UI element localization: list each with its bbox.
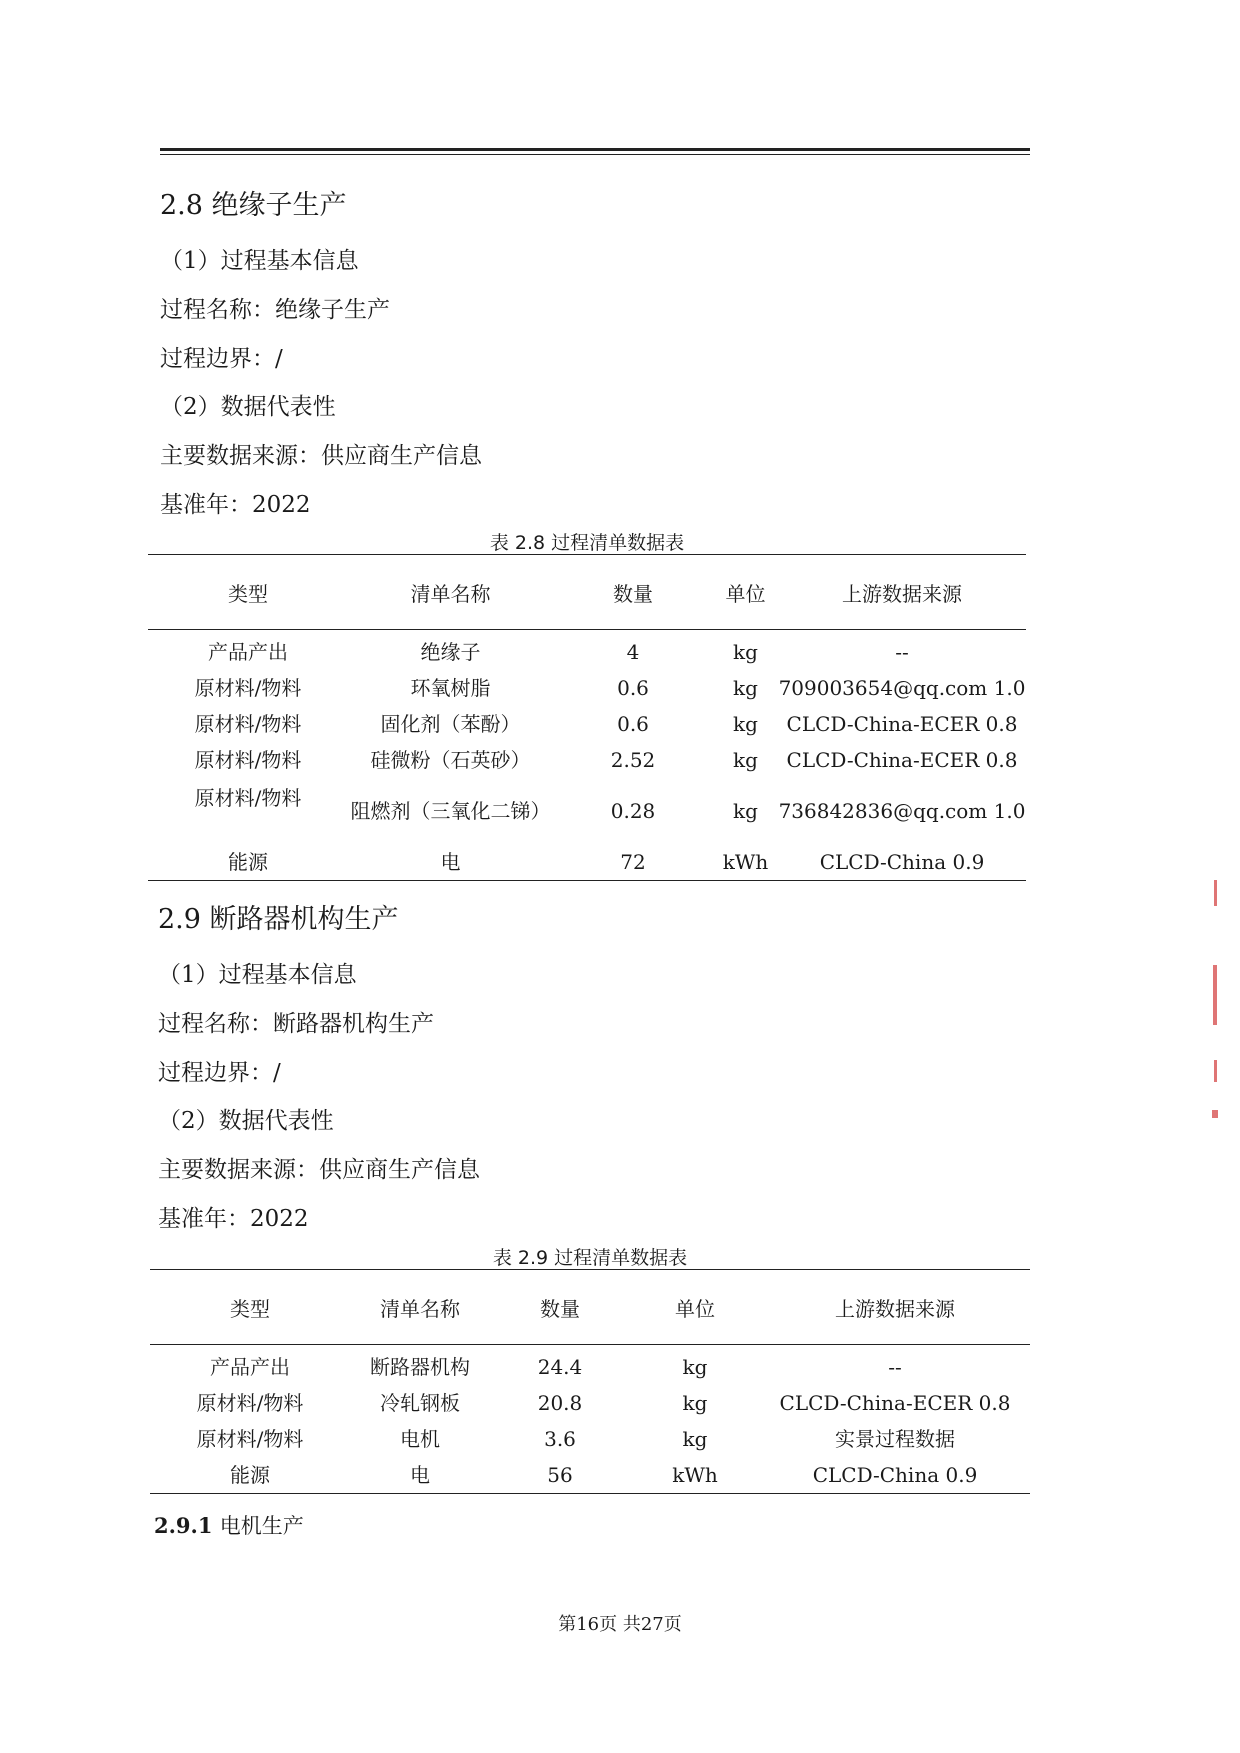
process-name-2-9: 过程名称：断路器机构生产	[158, 1011, 434, 1037]
cell-item-name: 环氧树脂	[410, 676, 491, 700]
column-header-upstream-source: 上游数据来源	[760, 1270, 1030, 1345]
seal-fragment	[1212, 1110, 1218, 1118]
cell-type: 原材料/物料	[194, 748, 302, 772]
cell-unit: kg	[733, 712, 758, 736]
column-header-type: 类型	[150, 1270, 350, 1345]
table-row	[148, 630, 1026, 671]
section-heading-number: 2.9.1	[154, 1513, 213, 1538]
base-year-2-8: 基准年：2022	[160, 492, 311, 518]
cell-unit: kg	[682, 1391, 708, 1415]
process-name-2-8: 过程名称：绝缘子生产	[160, 297, 390, 323]
process-inventory-table-2-8	[148, 554, 1026, 881]
column-header-unit: 单位	[713, 555, 778, 630]
section-heading-2-9-1	[154, 1510, 304, 1540]
cell-type: 原材料/物料	[194, 786, 302, 810]
cell-type: 原材料/物料	[194, 676, 302, 700]
table-row	[148, 742, 1026, 778]
table-row	[148, 706, 1026, 742]
cell-item-name: 电	[350, 1457, 490, 1494]
cell-quantity: 2.52	[610, 748, 656, 772]
cell-upstream-source: CLCD-China 0.9	[778, 844, 1026, 881]
cell-unit: kg	[733, 640, 758, 664]
column-header-item-name: 清单名称	[350, 1270, 490, 1345]
process-boundary-2-8: 过程边界：/	[160, 346, 283, 372]
column-header-unit: 单位	[630, 1270, 760, 1345]
column-header-quantity: 数量	[490, 1270, 630, 1345]
cell-quantity: 72	[553, 844, 713, 881]
cell-upstream-source: 736842836@qq.com 1.0	[778, 799, 1026, 823]
table-row	[148, 670, 1026, 706]
representativeness-heading-2-8: （2）数据代表性	[160, 394, 336, 420]
cell-unit: kg	[733, 748, 758, 772]
table-header-row	[150, 1270, 1030, 1345]
cell-upstream-source: 实景过程数据	[835, 1427, 955, 1451]
table-caption-2-9: 表 2.9 过程清单数据表	[492, 1247, 688, 1269]
cell-type: 产品产出	[210, 1355, 290, 1379]
column-header-item-name: 清单名称	[348, 555, 553, 630]
cell-upstream-source: 709003654@qq.com 1.0	[778, 676, 1026, 700]
cell-quantity: 0.6	[617, 676, 649, 700]
cell-type: 能源	[148, 844, 348, 881]
cell-item-name: 电机	[400, 1427, 440, 1451]
cell-quantity: 24.4	[537, 1355, 583, 1379]
table-row	[148, 778, 1026, 844]
data-source-2-8: 主要数据来源：供应商生产信息	[160, 443, 482, 469]
seal-fragment	[1213, 965, 1217, 1025]
cell-quantity: 56	[490, 1457, 630, 1494]
header-rule-thick	[160, 148, 1030, 151]
column-header-upstream-source: 上游数据来源	[778, 555, 1026, 630]
cell-quantity: 4	[626, 640, 640, 664]
table-header-row	[148, 555, 1026, 630]
cell-type: 原材料/物料	[196, 1427, 304, 1451]
cell-upstream-source: CLCD-China 0.9	[760, 1457, 1030, 1494]
basic-info-heading-2-9: （1）过程基本信息	[158, 962, 357, 988]
cell-upstream-source: CLCD-China-ECER 0.8	[786, 748, 1018, 772]
cell-unit: kg	[733, 676, 758, 700]
cell-upstream-source: --	[895, 640, 909, 664]
base-year-2-9: 基准年：2022	[158, 1206, 309, 1232]
table-row	[150, 1421, 1030, 1457]
cell-quantity: 3.6	[544, 1427, 576, 1451]
representativeness-heading-2-9: （2）数据代表性	[158, 1108, 334, 1134]
section-heading-text: 电机生产	[219, 1514, 304, 1538]
cell-upstream-source: CLCD-China-ECER 0.8	[779, 1391, 1011, 1415]
cell-upstream-source: --	[888, 1355, 902, 1379]
section-heading-2-9: 2.9 断路器机构生产	[158, 904, 399, 935]
table-row	[148, 844, 1026, 881]
cell-quantity: 0.28	[610, 799, 656, 823]
seal-fragment	[1214, 880, 1217, 906]
cell-item-name: 断路器机构	[370, 1355, 470, 1379]
cell-unit: kWh	[630, 1457, 760, 1494]
data-source-2-9: 主要数据来源：供应商生产信息	[158, 1157, 480, 1183]
process-boundary-2-9: 过程边界：/	[158, 1060, 281, 1086]
table-caption-2-8: 表 2.8 过程清单数据表	[489, 532, 685, 554]
cell-type: 原材料/物料	[196, 1391, 304, 1415]
cell-item-name: 硅微粉（石英砂）	[370, 748, 531, 772]
basic-info-heading-2-8: （1）过程基本信息	[160, 248, 359, 274]
cell-item-name: 电	[348, 844, 553, 881]
process-inventory-table-2-9	[150, 1269, 1030, 1494]
cell-type: 能源	[150, 1457, 350, 1494]
cell-quantity: 20.8	[537, 1391, 583, 1415]
cell-unit: kg	[682, 1355, 708, 1379]
cell-type: 产品产出	[208, 640, 288, 664]
cell-item-name: 冷轧钢板	[380, 1391, 460, 1415]
seal-fragment	[1214, 1060, 1217, 1082]
cell-unit: kg	[682, 1427, 708, 1451]
cell-item-name: 绝缘子	[420, 640, 481, 664]
table-row	[150, 1345, 1030, 1386]
table-row	[150, 1457, 1030, 1494]
page-footer: 第16页 共27页	[558, 1614, 682, 1635]
cell-item-name: 固化剂（苯酚）	[380, 712, 521, 736]
section-heading-2-8: 2.8 绝缘子生产	[160, 190, 347, 221]
column-header-quantity: 数量	[553, 555, 713, 630]
header-rule-thin	[160, 154, 1030, 155]
table-row	[150, 1385, 1030, 1421]
column-header-type: 类型	[148, 555, 348, 630]
cell-upstream-source: CLCD-China-ECER 0.8	[786, 712, 1018, 736]
cell-unit: kWh	[713, 844, 778, 881]
cell-type: 原材料/物料	[194, 712, 302, 736]
cell-unit: kg	[733, 799, 758, 823]
cell-item-name: 阻燃剂（三氧化二锑）	[350, 799, 551, 823]
cell-quantity: 0.6	[617, 712, 649, 736]
